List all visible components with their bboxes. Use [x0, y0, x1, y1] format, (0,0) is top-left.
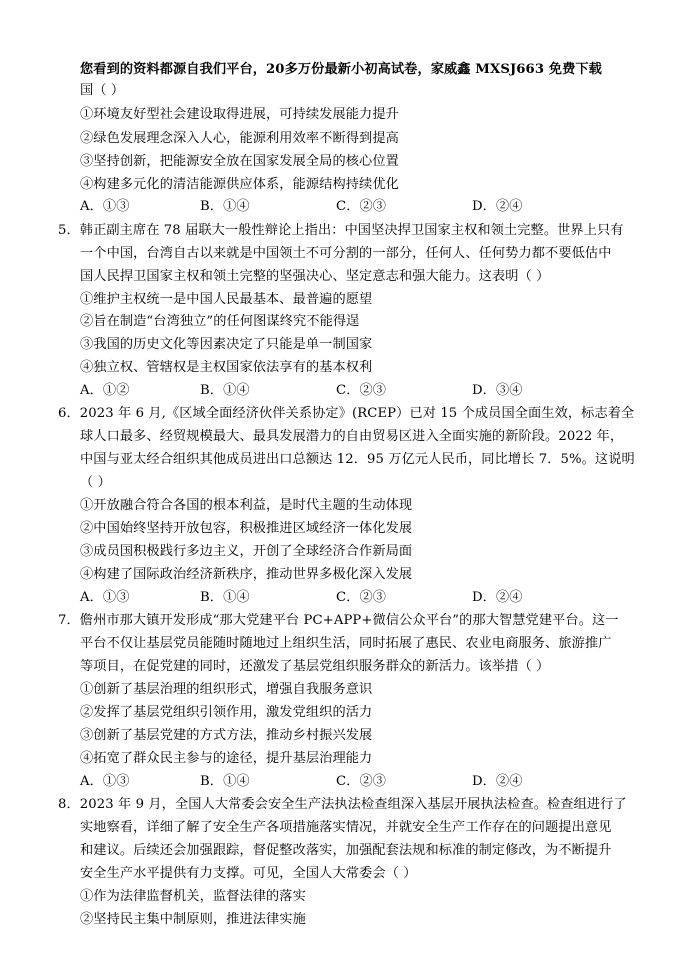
q7-choice-a: A．①③ [80, 774, 130, 789]
q7-option-4: ④拓宽了群众民主参与的途径，提升基层治理能力 [80, 751, 373, 766]
q7-stem-line-2: 平台不仅让基层党员能随时随地过上组织生活，同时拓展了惠民、农业电商服务、旅游推广 [80, 636, 612, 651]
q4-choice-a: A．①③ [80, 199, 130, 214]
q4-choice-c: C．②③ [336, 199, 387, 214]
q5-option-4: ④独立权、管辖权是主权国家依法享有的基本权利 [80, 360, 373, 375]
q5-stem-line-1: 5．韩正副主席在 78 届联大一般性辩论上指出：中国坚决捍卫国家主权和领土完整。世界上只有 [58, 223, 624, 238]
q6-choice-d: D．②④ [472, 590, 523, 605]
q8-stem-line-4: 安全生产水平提供有力支撑。可见，全国人大常委会（ ） [80, 866, 417, 881]
q6-option-3: ③成员国积极践行多边主义，开创了全球经济合作新局面 [80, 544, 413, 559]
q6-choice-b: B．①④ [200, 590, 250, 605]
q4-option-2: ②绿色发展理念深入人心，能源利用效率不断得到提高 [80, 131, 399, 146]
q7-choice-b: B．①④ [200, 774, 250, 789]
q4-option-1: ①环境友好型社会建设取得进展，可持续发展能力提升 [80, 107, 399, 122]
q7-option-1: ①创新了基层治理的组织形式，增强自我服务意识 [80, 682, 373, 697]
question-4-continuation: 国（ ） [80, 83, 125, 98]
q6-option-1: ①开放融合符合各国的根本利益，是时代主题的生动体现 [80, 498, 413, 513]
q8-stem-line-3: 和建议。后续还会加强跟踪，督促整改落实，加强配套法规和标准的制定修改，为不断提升 [80, 843, 612, 858]
q5-stem-line-2: 一个中国，台湾自古以来就是中国领土不可分割的一部分，任何人、任何势力都不要低估中 [80, 246, 612, 261]
q5-option-1: ①维护主权统一是中国人民最基本、最普遍的愿望 [80, 292, 373, 307]
q6-stem-line-3: 中国与亚太经合组织其他成员进出口总额达 12．95 万亿元人民币，同比增长 7．5%。这说明 [80, 452, 635, 467]
q8-option-1: ①作为法律监督机关，监督法律的落实 [80, 889, 306, 904]
q5-stem-line-3: 国人民捍卫国家主权和领土完整的坚强决心、坚定意志和强大能力。这表明（ ） [80, 269, 550, 284]
q6-stem-line-2: 球人口最多、经贸规模最大、最具发展潜力的自由贸易区进入全面实施的新阶段。2022 年， [80, 429, 624, 444]
q8-stem-line-2: 实地察看，详细了解了安全生产各项措施落实情况，并就安全生产工作存在的问题提出意见 [80, 820, 612, 835]
q7-stem-line-3: 等项目，在促党建的同时，还激发了基层党组织服务群众的新活力。该举措（ ） [80, 659, 550, 674]
q7-choice-d: D．②④ [472, 774, 523, 789]
q6-stem-line-4: （ ） [80, 475, 111, 490]
q5-option-3: ③我国的历史文化等因素决定了只能是单一制国家 [80, 337, 373, 352]
q6-option-2: ②中国始终坚持开放包容，积极推进区域经济一体化发展 [80, 521, 413, 536]
q5-option-2: ②旨在制造“台湾独立”的任何图谋终究不能得逞 [80, 314, 360, 329]
q8-stem-line-1: 8．2023 年 9 月，全国人大常委会安全生产法执法检查组深入基层开展执法检查。检查组进行了 [58, 797, 627, 812]
q4-choice-b: B．①④ [200, 199, 250, 214]
q5-choice-d: D．③④ [472, 383, 523, 398]
q7-option-2: ②发挥了基层党组织引领作用，激发党组织的活力 [80, 705, 373, 720]
q6-stem-line-1: 6．2023 年 6 月,《区域全面经济伙伴关系协定》(RCEP）已对 15 个成员国全面生效，标志着全 [58, 406, 635, 421]
q6-choice-a: A．①③ [80, 590, 130, 605]
q5-choice-a: A．①② [80, 383, 130, 398]
q5-choice-c: C．②③ [336, 383, 387, 398]
q4-option-3: ③坚持创新，把能源安全放在国家发展全局的核心位置 [80, 154, 399, 169]
q7-option-3: ③创新了基层党建的方式方法，推动乡村振兴发展 [80, 728, 373, 743]
q4-option-4: ④构建多元化的清洁能源供应体系，能源结构持续优化 [80, 177, 399, 192]
q7-stem-line-1: 7．儋州市那大镇开发形成“那大党建平台 PC+APP+微信公众平台”的那大智慧党建平台。这一 [58, 613, 619, 628]
q8-option-2: ②坚持民主集中制原则，推进法律实施 [80, 912, 306, 927]
q5-choice-b: B．①④ [200, 383, 250, 398]
q6-option-4: ④构建了国际政治经济新秩序，推动世界多极化深入发展 [80, 567, 413, 582]
q4-choice-d: D．②④ [472, 199, 523, 214]
q7-choice-c: C．②③ [336, 774, 387, 789]
promo-banner: 您看到的资料都源自我们平台，20多万份最新小初高试卷，家威鑫 MXSJ663 免费下载 [80, 62, 602, 77]
q6-choice-c: C．②③ [336, 590, 387, 605]
